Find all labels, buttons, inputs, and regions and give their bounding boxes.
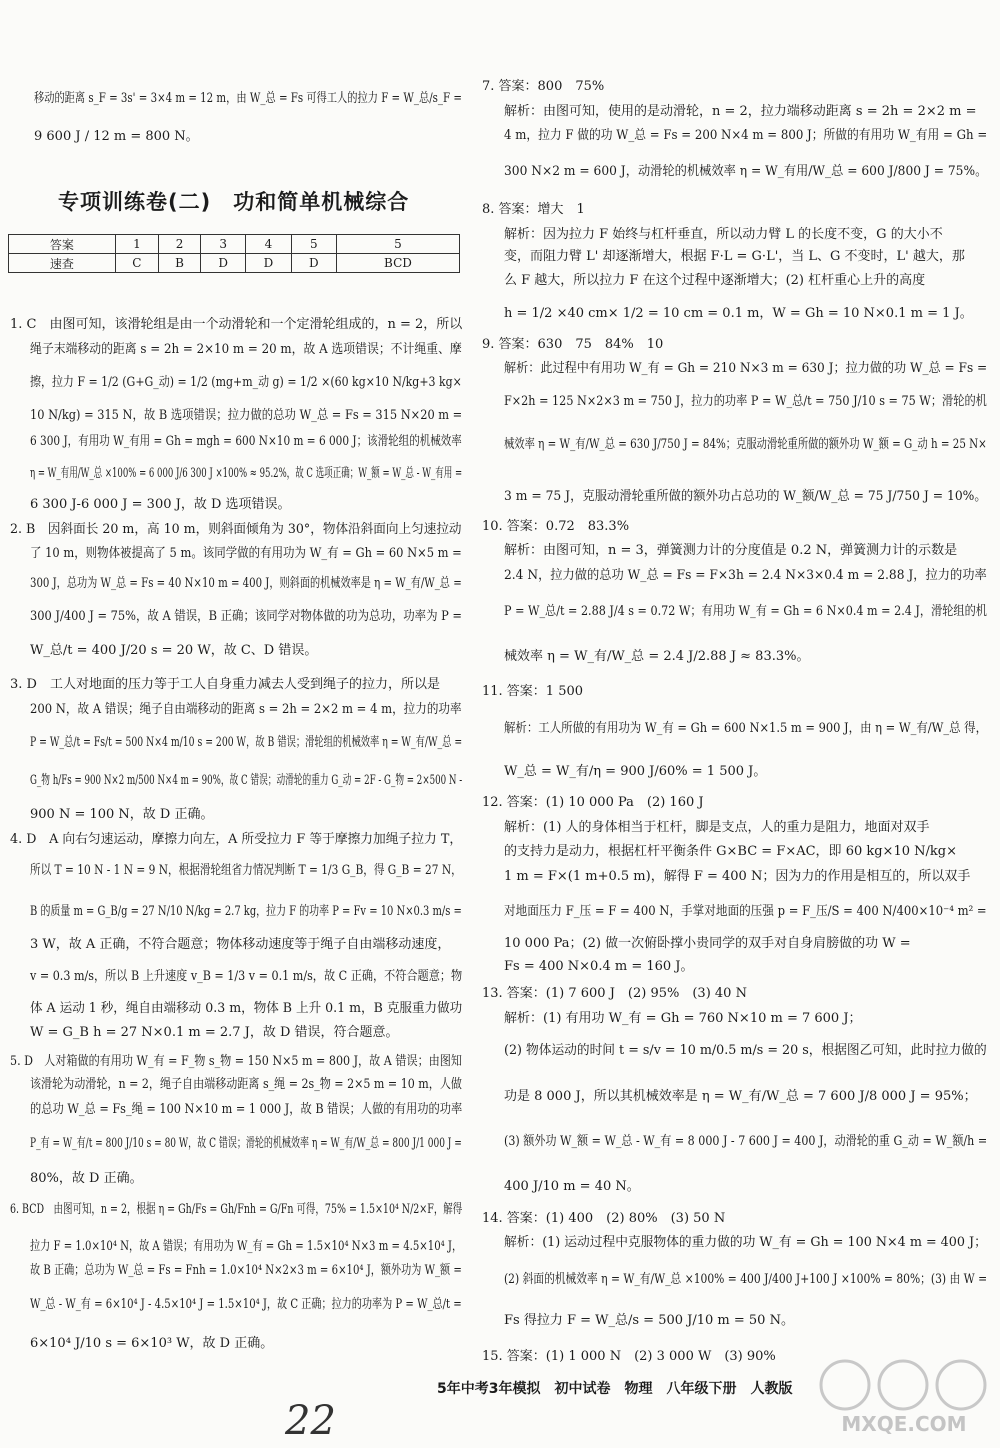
solution-line: 解析：因为拉力 F 始终与杠杆垂直，所以动力臂 L 的长度不变，G 的大小不 — [504, 227, 943, 242]
solution-line: 的支持力是动力，根据杠杆平衡条件 G×BC = F×AC，即 60 kg×10 N/kg× — [504, 844, 957, 859]
solution-line: 了 10 m，则物体被提高了 5 m。该同学做的有用功为 W_有 = Gh = 60 N×5 m = — [30, 546, 462, 561]
table-cell: D — [246, 254, 291, 273]
solution-line: 解析：由图可知，n = 3，弹簧测力计的分度值是 0.2 N，弹簧测力计的示数是 — [504, 543, 958, 558]
solution-line: 9. 答案：630 75 84% 10 — [482, 337, 664, 352]
solution-line: F×2h = 125 N×2×3 m = 750 J，拉力的功率 P = W_总/t = 750 J/10 s = 75 W；滑轮的机 — [504, 394, 987, 409]
solution-line: 11. 答案：1 500 — [482, 684, 584, 699]
solution-line: 300 J，总功为 W_总 = Fs = 40 N×10 m = 400 J，则斜面的机械效率是 η = W_有/W_总 = — [30, 576, 462, 591]
answer-table — [8, 234, 460, 273]
solution-line: 擦，拉力 F = 1/2 (G+G_动) = 1/2 (mg+m_动 g) = 1/2 ×(60 kg×10 N/kg+3 kg× — [30, 375, 462, 390]
table-cell: 4 — [246, 235, 291, 254]
solution-line: 1. C 由图可知，该滑轮组是由一个动滑轮和一个定滑轮组成的，n = 2，所以 — [10, 317, 463, 332]
table-cell: D — [291, 254, 336, 273]
solution-line: 解析：(1) 有用功 W_有 = Gh = 760 N×10 m = 7 600 J； — [504, 1011, 862, 1026]
intro-line: 9 600 J / 12 m = 800 N。 — [34, 129, 199, 144]
solution-line: 解析：(1) 运动过程中克服物体的重力做的功 W_有 = Gh = 100 N×4 m = 400 J； — [504, 1235, 987, 1250]
solution-line: v = 0.3 m/s，所以 B 上升速度 v_B = 1/3 v = 0.1 m/s，故 C 正确，不符合题意；物 — [30, 969, 463, 984]
solution-line: 所以 T = 10 N - 1 N = 9 N，根据滑轮组省力情况判断 T = 1/3 G_B，得 G_B = 27 N， — [30, 863, 462, 878]
solution-line: 7. 答案：800 75% — [482, 79, 605, 94]
solution-line: 体 A 运动 1 秒，绳自由端移动 0.3 m，物体 B 上升 0.1 m，B 克服重力做功 — [30, 1001, 463, 1016]
solution-line: h = 1/2 ×40 cm× 1/2 = 10 cm = 0.1 m，W = Gh = 10 N×0.1 m = 1 J。 — [504, 306, 973, 321]
solution-line: η = W_有用/W_总 ×100% = 6 000 J/6 300 J ×100% ≈ 95.2%，故 C 选项正确；W_额 = W_总 - W_有用 = — [30, 466, 463, 481]
page-footer: 5年中考3年模拟 初中试卷 物理 八年级下册 人教版 — [437, 1381, 793, 1397]
table-cell: 5 — [291, 235, 336, 254]
solution-line: 200 N，故 A 错误；绳子自由端移动的距离 s = 2h = 2×2 m = 4 m，拉力的功率 — [30, 702, 462, 717]
solution-line: 解析：(1) 人的身体相当于杠杆，脚是支点，人的重力是阻力，地面对双手 — [504, 820, 930, 835]
solution-line: 2. B 因斜面长 20 m，高 10 m，则斜面倾角为 30°，物体沿斜面向上匀速拉动 — [10, 522, 462, 537]
table-cell: BCD — [336, 254, 459, 273]
solution-line: (2) 物体运动的时间 t = s/v = 10 m/0.5 m/s = 20 s，根据图乙可知，此时拉力做的 — [504, 1043, 987, 1058]
solution-line: 5. D 人对箱做的有用功 W_有 = F_物 s_物 = 150 N×5 m = 800 J，故 A 错误；由图知 — [10, 1054, 463, 1069]
table-cell: 答案 — [9, 235, 116, 254]
solution-line: Fs = 400 N×0.4 m = 160 J。 — [504, 959, 694, 974]
solution-line: 对地面压力 F_压 = F = 400 N，手掌对地面的压强 p = F_压/S = 400 N/400×10⁻⁴ m² = — [504, 904, 987, 919]
solution-line: 12. 答案：(1) 10 000 Pa (2) 160 J — [482, 795, 704, 810]
table-cell: D — [201, 254, 246, 273]
solution-line: 的总功 W_总 = Fs_绳 = 100 N×10 m = 1 000 J，故 B 错误；人做的有用功的功率 — [30, 1102, 463, 1117]
section-title: 专项训练卷(二) 功和简单机械综合 — [58, 190, 410, 214]
solution-line: 该滑轮为动滑轮，n = 2，绳子自由端移动距离 s_绳 = 2s_物 = 2×5 m = 10 m，人做 — [30, 1077, 462, 1092]
solution-line: 400 J/10 m = 40 N。 — [504, 1179, 640, 1194]
solution-line: W_总 - W_有 = 6×10⁴ J - 4.5×10⁴ J = 1.5×10⁴ J，故 C 正确；拉力的功率为 P = W_总/t = — [30, 1297, 462, 1312]
solution-line: 6 300 J，有用功 W_有用 = Gh = mgh = 600 N×10 m = 6 000 J；该滑轮组的机械效率 — [30, 434, 462, 449]
solution-line: 6. BCD 由图可知，n = 2，根据 η = Gh/Fs = Gh/Fnh = G/Fn 可得，75% = 1.5×10⁴ N/2×F，解得 — [10, 1202, 463, 1217]
solution-line: 变，而阻力臂 L' 却逐渐增大，根据 F·L = G·L'，当 L、G 不变时，L' 越大，那 — [504, 249, 965, 264]
solution-line: 6 300 J-6 000 J = 300 J，故 D 选项错误。 — [30, 497, 291, 512]
solution-line: 么 F 越大，所以拉力 F 在这个过程中逐渐增大；(2) 杠杆重心上升的高度 — [504, 273, 926, 288]
solution-line: 绳子末端移动的距离 s = 2h = 2×10 m = 20 m，故 A 选项错误；不计绳重、摩 — [30, 342, 462, 357]
solution-line: 故 B 正确；总功为 W_总 = Fs = Fnh = 1.0×10⁴ N×2×3 m = 6×10⁴ J，额外功为 W_额 = — [30, 1263, 462, 1278]
table-row — [9, 235, 460, 254]
watermark-logo — [815, 1355, 993, 1440]
solution-line: (3) 额外功 W_额 = W_总 - W_有 = 8 000 J - 7 600 J = 400 J，动滑轮的重 G_动 = W_额/h = — [504, 1134, 988, 1149]
solution-line: 3 W，故 A 正确，不符合题意；物体移动速度等于绳子自由端移动速度， — [30, 937, 451, 952]
solution-line: 解析：此过程中有用功 W_有 = Gh = 210 N×3 m = 630 J；拉力做的功 W_总 = Fs = — [504, 361, 988, 376]
solution-line: 功是 8 000 J，所以其机械效率是 η = W_有/W_总 = 7 600 J/8 000 J = 95%； — [504, 1089, 977, 1104]
solution-line: 300 N×2 m = 600 J，动滑轮的机械效率 η = W_有用/W_总 = 600 J/800 J = 75%。 — [504, 164, 988, 179]
solution-line: 10 N/kg) = 315 N，故 B 选项错误；拉力做的总功 W_总 = Fs = 315 N×20 m = — [30, 408, 463, 423]
solution-line: 拉力 F = 1.0×10⁴ N，故 A 错误；有用功为 W_有 = Gh = 1.5×10⁴ N×3 m = 4.5×10⁴ J， — [30, 1239, 463, 1254]
solution-line: 300 J/400 J = 75%，故 A 错误，B 正确；该同学对物体做的功为总功，功率为 P = — [30, 609, 462, 624]
solution-line: P_有 = W_有/t = 800 J/10 s = 80 W，故 C 错误；滑轮的机械效率 η = W_有/W_总 = 800 J/1 000 J = — [30, 1136, 462, 1151]
solution-line: G_物 h/Fs = 900 N×2 m/500 N×4 m = 90%，故 C 错误；动滑轮的重力 G_动 = 2F - G_物 = 2×500 N - — [30, 773, 463, 788]
solution-line: P = W_总/t = Fs/t = 500 N×4 m/10 s = 200 W，故 B 错误；滑轮组的机械效率 η = W_有/W_总 = — [30, 735, 463, 750]
solution-line: W_总/t = 400 J/20 s = 20 W，故 C、D 错误。 — [30, 643, 318, 658]
solution-line: B 的质量 m = G_B/g = 27 N/10 N/kg = 2.7 kg，拉力 F 的功率 P = Fv = 10 N×0.3 m/s = — [30, 904, 462, 919]
solution-line: Fs 得拉力 F = W_总/s = 500 J/10 m = 50 N。 — [504, 1313, 794, 1328]
solution-line: 4 m，拉力 F 做的功 W_总 = Fs = 200 N×4 m = 800 J；所做的有用功 W_有用 = Gh = — [504, 128, 988, 143]
solution-line: 4. D A 向右匀速运动，摩擦力向左，A 所受拉力 F 等于摩擦力加绳子拉力 T， — [10, 832, 463, 847]
table-cell: 速查 — [9, 254, 116, 273]
solution-line: 械效率 η = W_有/W_总 = 630 J/750 J = 84%；克服动滑轮重所做的额外功 W_额 = G_动 h = 25 N× — [504, 437, 987, 452]
solution-line: 3. D 工人对地面的压力等于工人自身重力减去人受到绳子的拉力，所以是 — [10, 677, 440, 692]
table-cell: C — [115, 254, 158, 273]
solution-line: 15. 答案：(1) 1 000 N (2) 3 000 W (3) 90% — [482, 1349, 776, 1364]
solution-line: 2.4 N，拉力做的总功 W_总 = Fs = F×3h = 2.4 N×3×0.4 m = 2.88 J，拉力的功率 — [504, 568, 987, 583]
table-cell: 1 — [115, 235, 158, 254]
solution-line: W = G_B h = 27 N×0.1 m = 2.7 J，故 D 错误，符合题意。 — [30, 1025, 399, 1040]
table-row — [9, 254, 460, 273]
solution-line: 1 m = F×(1 m+0.5 m)，解得 F = 400 N；因为力的作用是相互的，所以双手 — [504, 869, 971, 884]
solution-line: 900 N = 100 N，故 D 正确。 — [30, 807, 214, 822]
solution-line: 80%，故 D 正确。 — [30, 1171, 143, 1186]
solution-line: 械效率 η = W_有/W_总 = 2.4 J/2.88 J ≈ 83.3%。 — [504, 649, 810, 664]
table-cell: 3 — [201, 235, 246, 254]
solution-line: 10. 答案：0.72 83.3% — [482, 519, 630, 534]
solution-line: P = W_总/t = 2.88 J/4 s = 0.72 W；有用功 W_有 = Gh = 6 N×0.4 m = 2.4 J，滑轮组的机 — [504, 604, 987, 619]
solution-line: 14. 答案：(1) 400 (2) 80% (3) 50 N — [482, 1211, 726, 1226]
solution-line: 13. 答案：(1) 7 600 J (2) 95% (3) 40 N — [482, 986, 747, 1001]
solution-line: 解析：由图可知，使用的是动滑轮，n = 2，拉力端移动距离 s = 2h = 2×2 m = — [504, 104, 977, 119]
solution-line: 解析：工人所做的有用功为 W_有 = Gh = 600 N×1.5 m = 900 J，由 η = W_有/W_总 得， — [504, 721, 988, 736]
solution-line: 8. 答案：增大 1 — [482, 202, 585, 217]
table-cell: 5 — [336, 235, 459, 254]
table-cell: B — [159, 254, 201, 273]
solution-line: 3 m = 75 J，克服动滑轮重所做的额外功占总功的 W_额/W_总 = 75 J/750 J = 10%。 — [504, 489, 987, 504]
intro-line: 移动的距离 s_F = 3s' = 3×4 m = 12 m，由 W_总 = Fs 可得工人的拉力 F = W_总/s_F = — [34, 91, 462, 106]
solution-line: 10 000 Pa；(2) 做一次俯卧撑小贵同学的双手对自身肩膀做的功 W = — [504, 936, 911, 951]
handwritten-page-number: 22 — [285, 1398, 336, 1444]
solution-line: (2) 斜面的机械效率 η = W_有/W_总 ×100% = 400 J/400 J+100 J ×100% = 80%；(3) 由 W = — [504, 1272, 988, 1287]
solution-line: W_总 = W_有/η = 900 J/60% = 1 500 J。 — [504, 764, 767, 779]
svg-text:MXQE.COM: MXQE.COM — [841, 1412, 967, 1436]
table-cell: 2 — [159, 235, 201, 254]
solution-line: 6×10⁴ J/10 s = 6×10³ W，故 D 正确。 — [30, 1336, 274, 1351]
